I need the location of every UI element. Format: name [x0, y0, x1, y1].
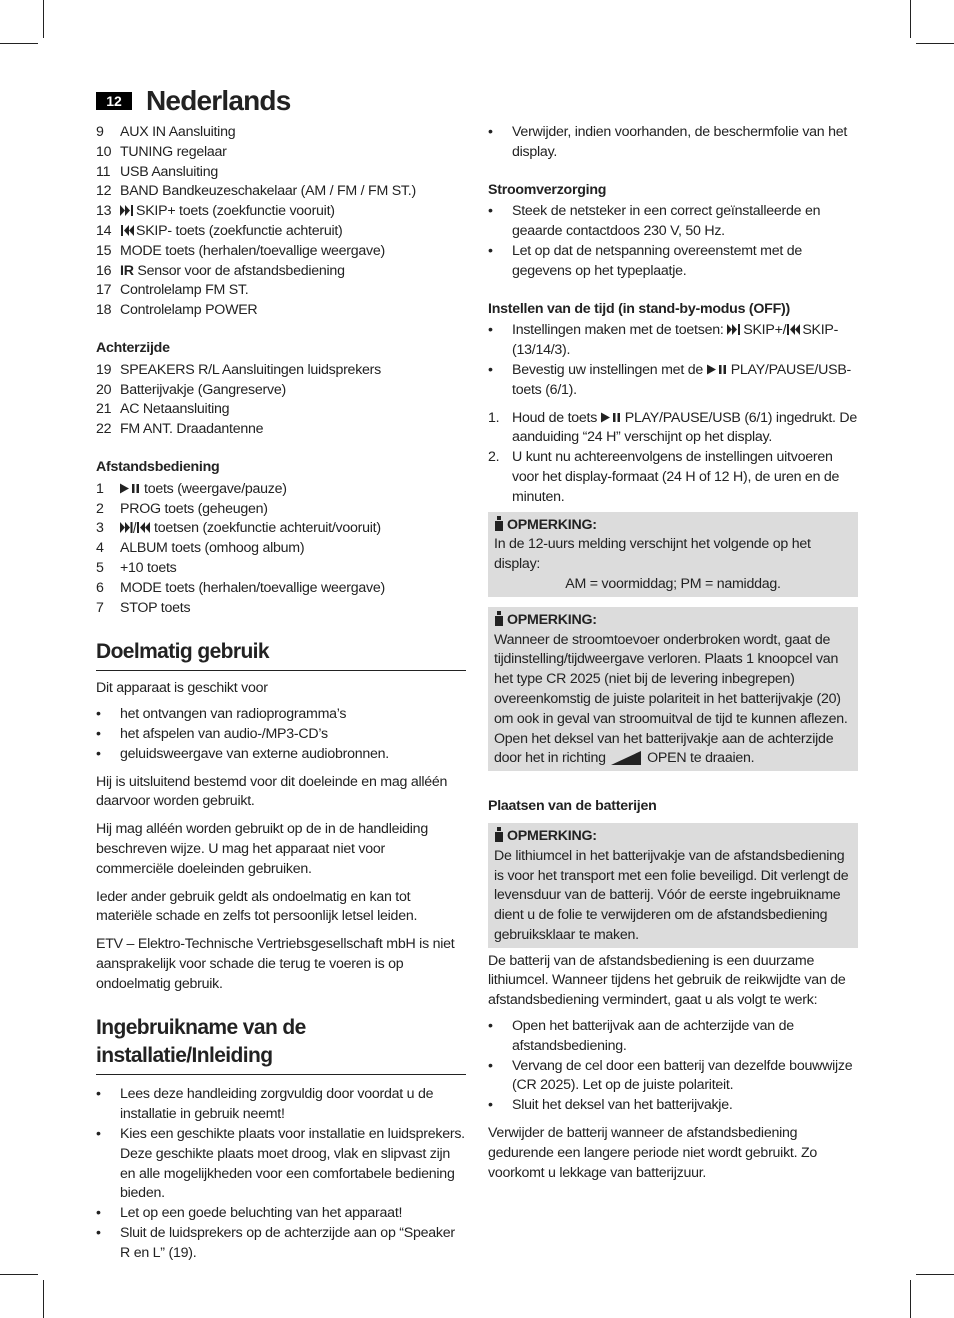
open-direction-icon: [611, 751, 641, 765]
list-item: 7 STOP toets: [96, 599, 191, 616]
list-item: • Steek de netsteker in een correct geïnstalleerde en geaarde contactdoos 230 V, 50 Hz.: [488, 202, 858, 242]
paragraph: De batterij van de afstandsbediening is een duurzame lithiumcel. Wanneer tijdens het gebruik de reikwijdte van de afstandsbediening vermindert, gaat u als volgt te werk:: [488, 952, 846, 1009]
crop-mark: [916, 43, 954, 44]
info-icon: [494, 611, 504, 626]
left-column: [96, 123, 466, 1264]
crop-mark: [910, 1280, 911, 1318]
list-item: 1 toets (weergave/pauze): [96, 480, 287, 497]
section-heading: Instellen van de tijd (in stand-by-modus (OFF)): [488, 300, 790, 317]
remote-list: [96, 480, 466, 619]
skip-forward-back-icon: [120, 522, 152, 533]
paragraph: Ieder ander gebruik geldt als ondoelmatig en kan tot materiële schade en zelfs tot persoonlijk letsel leiden.: [96, 888, 418, 925]
numbered-steps: [488, 409, 858, 508]
crop-mark: [0, 1274, 38, 1275]
list-item: • Vervang de cel door een batterij van dezelfde bouwwijze (CR 2025). Let op de juiste polariteit.: [488, 1057, 858, 1097]
list-item: • Bevestig uw instellingen met de PLAY/PAUSE/USB-toets (6/1).: [488, 361, 858, 401]
note-heading: OPMERKING:: [494, 611, 852, 631]
list-item: 19 SPEAKERS R/L Aansluitingen luidsprekers: [96, 361, 382, 378]
info-icon: [494, 516, 504, 531]
skip-back-icon: [120, 225, 134, 236]
skip-back-icon: [786, 324, 800, 335]
list-item: • het ontvangen van radioprogramma’s: [96, 705, 466, 725]
list-item: 12 BAND Bandkeuzeschakelaar (AM / FM / FM ST.): [96, 183, 416, 200]
section-heading: Stroomverzorging: [488, 181, 607, 198]
note-box: [488, 823, 858, 948]
paragraph: Verwijder de batterij wanneer de afstandsbediening gedurende een langere periode niet wordt gebruikt. Zo voorkomt u lekkage van batterijzuur.: [488, 1125, 818, 1181]
bullet-list: [96, 705, 466, 764]
skip-forward-icon: [120, 205, 134, 216]
paragraph: Dit apparaat is geschikt voor: [96, 680, 268, 697]
list-item: • Verwijder, indien voorhanden, de beschermfolie van het display.: [488, 123, 858, 163]
note-text-centered: AM = voormiddag; PM = namiddag.: [565, 575, 781, 592]
list-item: 2. U kunt nu achtereenvolgens de instellingen uitvoeren voor het display-formaat (24 H of 12 H), de uren en de minuten.: [488, 449, 840, 505]
list-item: 14 SKIP- toets (zoekfunctie achteruit): [96, 222, 343, 239]
play-pause-icon: [601, 412, 623, 423]
section-heading: Plaatsen van de batterijen: [488, 798, 657, 815]
note-text: Wanneer de stroomtoevoer onderbroken wordt, gaat de tijdinstelling/tijdweergave verloren. Plaats 1 knoopcel van het type CR 2025 (niet bij de levering inbegrepen) overeenkomstig de juiste polariteit in het batterijvakje (20) om ook in geval van stroomuitval de tijd te kunnen aflezen. Open het deksel van het batterijvakje aan de achterzijde door het in richting OPEN te draaien.: [494, 631, 848, 767]
page-title: Nederlands: [146, 85, 291, 116]
section-heading: Achterzijde: [96, 339, 170, 356]
section-heading: Afstandsbediening: [96, 458, 220, 475]
list-item: 10 TUNING regelaar: [96, 143, 227, 160]
section-title: Ingebruikname van de installatie/Inleiding: [96, 1014, 466, 1075]
list-item: • Lees deze handleiding zorgvuldig door voordat u de installatie in gebruik neemt!: [96, 1085, 466, 1125]
list-item: 16 IR Sensor voor de afstandsbediening: [96, 262, 345, 279]
paragraph: Hij is uitsluitend bestemd voor dit doeleinde en mag alléén daarvoor worden gebruikt.: [96, 773, 448, 810]
list-item: 4 ALBUM toets (omhoog album): [96, 540, 305, 557]
crop-mark: [910, 0, 911, 38]
list-item: • Instellingen maken met de toetsen: SKIP+/ SKIP-(13/14/3).: [488, 321, 858, 361]
bullet-list: [488, 123, 858, 163]
paragraph: ETV – Elektro-Technische Vertriebsgesellschaft mbH is niet aansprakelijk voor schade die terug te voeren is op ondoelmatig gebruik.: [96, 936, 455, 992]
play-pause-icon: [120, 483, 142, 494]
list-item: • Let op een goede beluchting van het apparaat!: [96, 1204, 466, 1224]
ir-label: IR: [120, 262, 134, 279]
note-box: [488, 512, 858, 597]
list-item: 2 PROG toets (geheugen): [96, 500, 268, 517]
list-item: • Kies een geschikte plaats voor installatie en luidsprekers. Deze geschikte plaats moet droog, vlak en slipvast zijn en alle mogelijkheden voor een comfortabele bediening bieden.: [96, 1125, 466, 1204]
right-column: [488, 123, 858, 1183]
list-item: 1. Houd de toets PLAY/PAUSE/USB (6/1) ingedrukt. De aanduiding “24 H” verschijnt op het display.: [488, 409, 858, 446]
list-item: 17 Controlelamp FM ST.: [96, 282, 249, 299]
bullet-list: [96, 1085, 466, 1263]
crop-mark: [916, 1274, 954, 1275]
note-heading: OPMERKING:: [494, 516, 852, 536]
skip-forward-icon: [727, 324, 741, 335]
list-item: 6 MODE toets (herhalen/toevallige weergave): [96, 579, 385, 596]
back-list: [96, 361, 466, 440]
crop-mark: [43, 1280, 44, 1318]
crop-mark: [43, 0, 44, 38]
crop-mark: [0, 43, 38, 44]
list-item: 22 FM ANT. Draadantenne: [96, 421, 264, 438]
note-text: De lithiumcel in het batterijvakje van de afstandsbediening is voor het transport met een folie beveiligd. Dit verlengt de levensduur van de batterij. Vóór de eerste ingebruikname dient u de folie te verwijderen om de afstandsbediening gebruiksklaar te maken.: [494, 847, 849, 943]
bullet-list: [488, 1017, 858, 1116]
list-item: 11 USB Aansluiting: [96, 163, 218, 180]
list-item: 21 AC Netaansluiting: [96, 401, 230, 418]
page-number: 12: [96, 92, 132, 110]
note-box: [488, 607, 858, 771]
list-item: • het afspelen van audio-/MP3-CD’s: [96, 725, 466, 745]
list-item: 5 +10 toets: [96, 559, 177, 576]
list-item: • geluidsweergave van externe audiobronnen.: [96, 745, 466, 765]
list-item: 13 SKIP+ toets (zoekfunctie vooruit): [96, 203, 335, 220]
list-item: • Sluit de luidsprekers op de achterzijde aan op “Speaker R en L” (19).: [96, 1224, 466, 1264]
list-item: 9 AUX IN Aansluiting: [96, 124, 236, 140]
list-item: 20 Batterijvakje (Gangreserve): [96, 381, 286, 398]
controls-list: [96, 123, 466, 321]
list-item: 3 toetsen (zoekfunctie achteruit/vooruit): [96, 520, 381, 537]
bullet-list: [488, 202, 858, 281]
note-heading: OPMERKING:: [494, 827, 852, 847]
paragraph: Hij mag alléén worden gebruikt op de in de handleiding beschreven wijze. U mag het apparaat niet voor commerciële doeleinden gebruiken.: [96, 821, 428, 877]
bullet-list: [488, 321, 858, 400]
list-item: • Let op dat de netspanning overeenstemt met de gegevens op het typeplaatje.: [488, 242, 858, 282]
list-item: 15 MODE toets (herhalen/toevallige weergave): [96, 242, 385, 259]
note-text: In de 12-uurs melding verschijnt het volgende op het display:: [494, 536, 811, 573]
list-item: 18 Controlelamp POWER: [96, 302, 258, 319]
list-item: • Open het batterijvak aan de achterzijde van de afstandsbediening.: [488, 1017, 858, 1057]
play-pause-icon: [707, 364, 729, 375]
list-item: • Sluit het deksel van het batterijvakje.: [488, 1096, 858, 1116]
info-icon: [494, 827, 504, 842]
section-title: Doelmatig gebruik: [96, 638, 466, 671]
